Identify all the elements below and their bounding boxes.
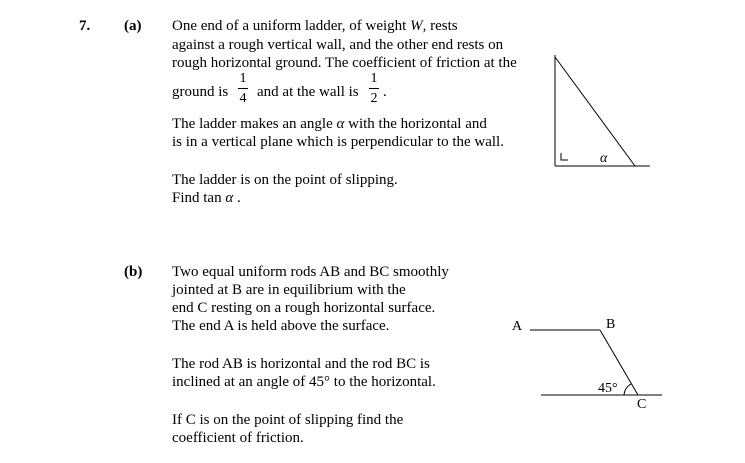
- part-a-line-1: One end of a uniform ladder, of weight W, rests: [172, 18, 458, 34]
- part-b-para2-line1: The rod AB is horizontal and the rod BC is: [172, 356, 430, 372]
- ladder: [555, 57, 635, 166]
- find-line: Find tan α .: [172, 190, 241, 206]
- point-a-label: A: [512, 319, 523, 334]
- point-b-label: B: [606, 317, 616, 332]
- alpha-symbol: α: [336, 116, 345, 132]
- weight-symbol: W: [410, 18, 423, 34]
- point-c-label: C: [637, 397, 647, 412]
- find-alpha-symbol: α: [225, 190, 234, 206]
- angle-line-1: The ladder makes an angle α with the horizontal and: [172, 116, 487, 132]
- ladder-diagram: [555, 55, 650, 166]
- slipping-line: The ladder is on the point of slipping.: [172, 172, 398, 188]
- frac1-numerator: 1: [239, 71, 247, 86]
- wall-text: and at the wall is: [257, 84, 359, 100]
- frac1-denominator: 4: [239, 91, 247, 106]
- angle-line-2: is in a vertical plane which is perpendicular to the wall.: [172, 134, 504, 150]
- part-a-label: (a): [124, 18, 142, 34]
- part-b-para1-line1: Two equal uniform rods AB and BC smoothly: [172, 264, 449, 280]
- part-a-line-2: against a rough vertical wall, and the other end rests on: [172, 37, 504, 53]
- angle-arc: [624, 384, 631, 395]
- right-angle-marker: [561, 153, 568, 160]
- diagram-alpha-label: α: [600, 151, 608, 166]
- part-b-para1-line4: The end A is held above the surface.: [172, 318, 390, 334]
- part-b-label: (b): [124, 264, 143, 280]
- angle-45-label: 45°: [598, 381, 618, 396]
- part-a-line-3: rough horizontal ground. The coefficient of friction at the: [172, 55, 517, 71]
- part-b-para2-line2: inclined at an angle of 45° to the horizontal.: [172, 374, 436, 390]
- question-number: 7.: [79, 18, 91, 34]
- part-b-para3-line2: coefficient of friction.: [172, 430, 304, 446]
- ground-text: ground is: [172, 84, 229, 100]
- frac2-numerator: 1: [370, 71, 378, 86]
- part-b-para1-line2: jointed at B are in equilibrium with the: [172, 282, 406, 298]
- frac2-denominator: 2: [370, 91, 378, 106]
- part-b-para1-line3: end C resting on a rough horizontal surface.: [172, 300, 436, 316]
- frac2-end: .: [383, 84, 387, 100]
- rods-diagram: [512, 317, 662, 412]
- part-b-para3-line1: If C is on the point of slipping find the: [172, 412, 404, 428]
